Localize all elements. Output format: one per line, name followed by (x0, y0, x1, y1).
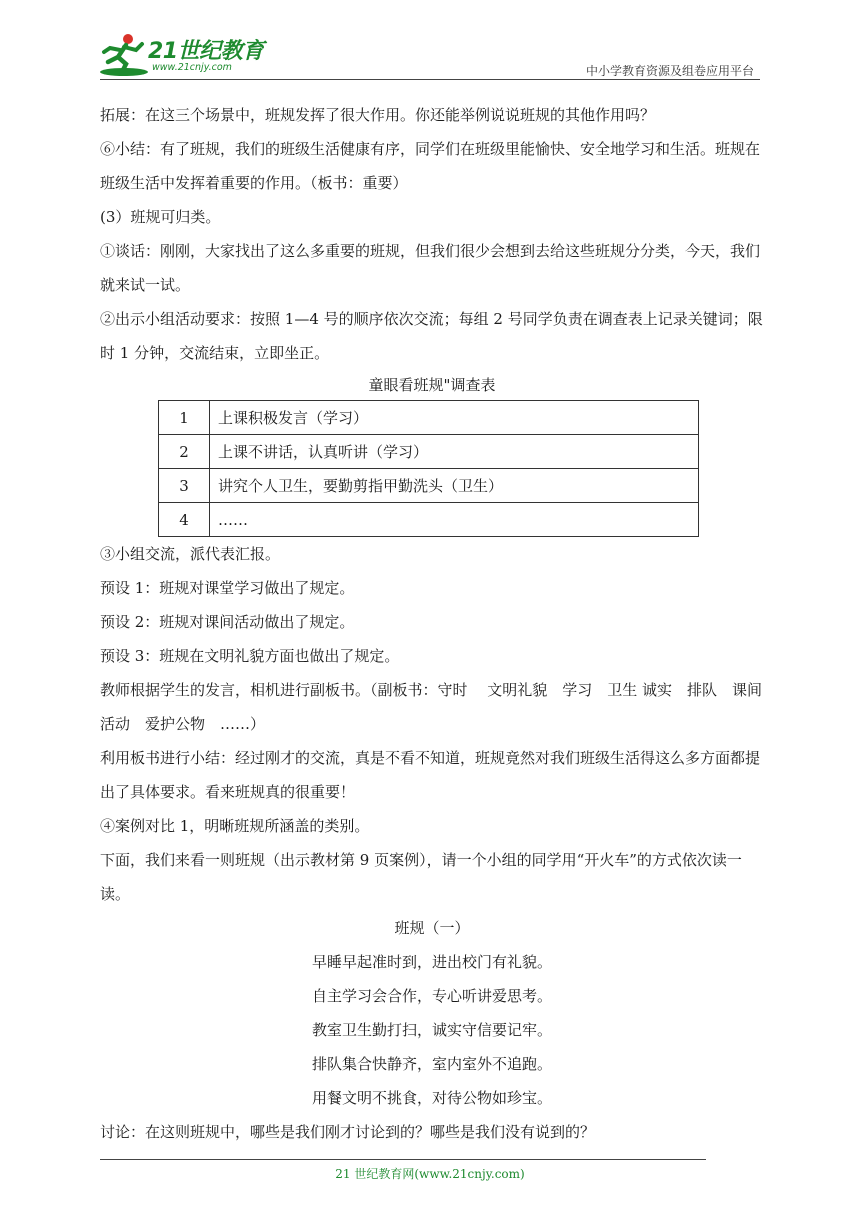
paragraph-activity-requirement: ②出示小组活动要求：按照 1—4 号的顺序依次交流；每组 2 号同学负责在调查表上记录关键词；限时 1 分钟，交流结束，立即坐正。 (100, 310, 763, 362)
page-header (96, 30, 760, 80)
footer-divider (100, 1159, 706, 1160)
paragraph-sub-board: 教师根据学生的发言，相机进行副板书。（副板书：守时 文明礼貌 学习 卫生 诚实 排队 课间活动 爱护公物 ……） (100, 681, 763, 733)
rules-line: 排队集合快静齐，室内室外不追跑。 (311, 1055, 552, 1073)
table-cell-number: 2 (159, 435, 210, 469)
page-footer: 21 世纪教育网(www.21cnjy.com) (335, 1167, 525, 1181)
table-cell-text: 讲究个人卫生，要勤剪指甲勤洗头（卫生） (210, 469, 699, 503)
table-cell-number: 3 (159, 469, 210, 503)
table-row (159, 401, 699, 435)
table-cell-number: 1 (159, 401, 210, 435)
platform-name: 中小学教育资源及组卷应用平台 (585, 64, 754, 78)
paragraph-discussion: 讨论：在这则班规中，哪些是我们刚才讨论到的？哪些是我们没有说到的？ (100, 1123, 596, 1141)
class-rules-block (100, 911, 764, 1115)
paragraph-group-report: ③小组交流，派代表汇报。 (100, 545, 281, 563)
table-cell-text: …… (210, 503, 699, 537)
table-row (159, 435, 699, 469)
paragraph-extension: 拓展：在这三个场景中，班规发挥了很大作用。你还能举例说说班规的其他作用吗？ (100, 106, 656, 124)
table-cell-text: 上课不讲话，认真听讲（学习） (210, 435, 699, 469)
rules-title: 班规（一） (394, 919, 470, 937)
rules-line: 早睡早起准时到，进出校门有礼貌。 (311, 953, 552, 971)
survey-table (158, 400, 699, 537)
table-cell-number: 4 (159, 503, 210, 537)
runner-logo-icon (96, 32, 148, 78)
paragraph-preset-2: 预设 2：班规对课间活动做出了规定。 (100, 613, 355, 631)
paragraph-talk: ①谈话：刚刚，大家找出了这么多重要的班规，但我们很少会想到去给这些班规分分类，今天，我们就来试一试。 (100, 242, 761, 294)
paragraph-board-summary: 利用板书进行小结：经过刚才的交流，真是不看不知道，班规竟然对我们班级生活得这么多方面都提出了具体要求。看来班规真的很重要！ (100, 749, 761, 801)
table-row (159, 469, 699, 503)
paragraph-summary: ⑥小结：有了班规，我们的班级生活健康有序，同学们在班级里能愉快、安全地学习和生活。班规在班级生活中发挥着重要的作用。（板书：重要） (100, 140, 761, 192)
paragraph-preset-1: 预设 1：班规对课堂学习做出了规定。 (100, 579, 355, 597)
paragraph-section-heading: (3）班规可归类。 (100, 208, 221, 226)
rules-line: 自主学习会合作，专心听讲爱思考。 (311, 987, 552, 1005)
header-divider (100, 79, 760, 80)
rules-line: 教室卫生勤打扫，诚实守信要记牢。 (311, 1021, 552, 1039)
brand-url: www.21cnjy.com (152, 62, 232, 73)
paragraph-preset-3: 预设 3：班规在文明礼貌方面也做出了规定。 (100, 647, 400, 665)
paragraph-read-rules: 下面，我们来看一则班规（出示教材第 9 页案例），请一个小组的同学用“开火车”的方式依次读一读。 (100, 851, 742, 903)
paragraph-case-compare: ④案例对比 1，明晰班规所涵盖的类别。 (100, 817, 370, 835)
table-row (159, 503, 699, 537)
table-title: 童眼看班规"调查表 (368, 376, 496, 394)
table-cell-text: 上课积极发言（学习） (210, 401, 699, 435)
rules-line: 用餐文明不挑食，对待公物如珍宝。 (311, 1089, 552, 1107)
brand-logo (96, 30, 266, 80)
brand-name: 21世纪教育 (148, 39, 264, 64)
main-content (100, 98, 764, 1149)
